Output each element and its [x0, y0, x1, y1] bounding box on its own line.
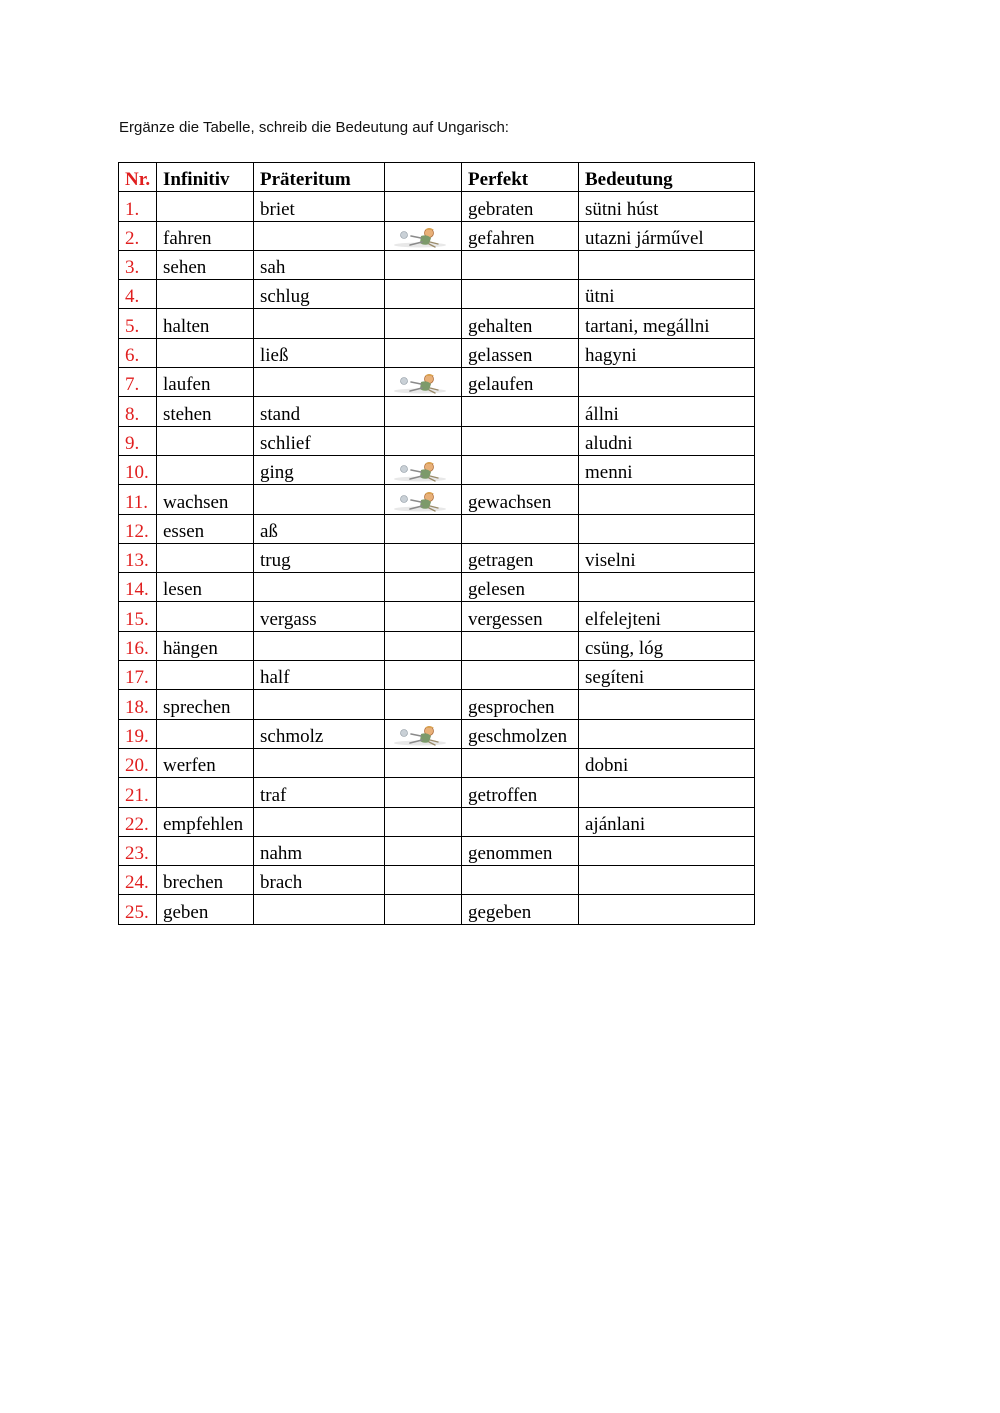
- cell-praeteritum: trug: [254, 543, 385, 572]
- cell-image: [385, 280, 462, 309]
- row-number: 19.: [119, 719, 157, 748]
- cell-image: [385, 514, 462, 543]
- cell-perfekt: vergessen: [462, 602, 579, 631]
- cell-perfekt: gesprochen: [462, 690, 579, 719]
- header-bedeutung: Bedeutung: [579, 163, 755, 192]
- header-nr: Nr.: [119, 163, 157, 192]
- cell-image: [385, 397, 462, 426]
- instruction-text: Ergänze die Tabelle, schreib die Bedeutung auf Ungarisch:: [119, 119, 509, 136]
- cell-praeteritum: stand: [254, 397, 385, 426]
- cell-perfekt: getroffen: [462, 778, 579, 807]
- cell-infinitiv: [157, 778, 254, 807]
- cell-praeteritum: [254, 573, 385, 602]
- row-number: 11.: [119, 485, 157, 514]
- cell-image: [385, 192, 462, 221]
- cell-infinitiv: stehen: [157, 397, 254, 426]
- row-number: 22.: [119, 807, 157, 836]
- cell-infinitiv: [157, 543, 254, 572]
- table-row: [119, 221, 755, 250]
- cartoon-figure-icon: [391, 372, 449, 394]
- cell-bedeutung: [579, 778, 755, 807]
- cell-image: [385, 543, 462, 572]
- table-row: [119, 368, 755, 397]
- cell-image: [385, 748, 462, 777]
- cell-image: [385, 895, 462, 924]
- cell-praeteritum: [254, 309, 385, 338]
- header-praeteritum: Präteritum: [254, 163, 385, 192]
- cell-perfekt: [462, 807, 579, 836]
- cell-image: [385, 836, 462, 865]
- cell-perfekt: [462, 631, 579, 660]
- cell-perfekt: [462, 866, 579, 895]
- row-number: 12.: [119, 514, 157, 543]
- cell-perfekt: [462, 455, 579, 484]
- cell-infinitiv: [157, 455, 254, 484]
- cell-praeteritum: [254, 368, 385, 397]
- row-number: 20.: [119, 748, 157, 777]
- table-row: [119, 397, 755, 426]
- cell-praeteritum: ließ: [254, 338, 385, 367]
- cell-bedeutung: [579, 895, 755, 924]
- table-row: [119, 631, 755, 660]
- cell-infinitiv: [157, 192, 254, 221]
- cell-image: [385, 426, 462, 455]
- table-row: [119, 602, 755, 631]
- cell-bedeutung: sütni húst: [579, 192, 755, 221]
- row-number: 9.: [119, 426, 157, 455]
- cell-bedeutung: [579, 719, 755, 748]
- cell-image: [385, 719, 462, 748]
- cell-infinitiv: fahren: [157, 221, 254, 250]
- row-number: 14.: [119, 573, 157, 602]
- cartoon-figure-icon: [391, 724, 449, 746]
- cell-praeteritum: traf: [254, 778, 385, 807]
- cell-infinitiv: lesen: [157, 573, 254, 602]
- cell-praeteritum: [254, 748, 385, 777]
- cell-infinitiv: [157, 719, 254, 748]
- cell-image: [385, 778, 462, 807]
- row-number: 24.: [119, 866, 157, 895]
- cell-perfekt: [462, 426, 579, 455]
- table-row: [119, 514, 755, 543]
- cell-image: [385, 485, 462, 514]
- cell-praeteritum: [254, 807, 385, 836]
- cell-perfekt: getragen: [462, 543, 579, 572]
- cell-infinitiv: [157, 426, 254, 455]
- table-row: [119, 250, 755, 279]
- row-number: 15.: [119, 602, 157, 631]
- row-number: 25.: [119, 895, 157, 924]
- cell-perfekt: [462, 661, 579, 690]
- cell-bedeutung: viselni: [579, 543, 755, 572]
- row-number: 10.: [119, 455, 157, 484]
- row-number: 21.: [119, 778, 157, 807]
- cell-image: [385, 455, 462, 484]
- cell-bedeutung: [579, 514, 755, 543]
- header-perfekt: Perfekt: [462, 163, 579, 192]
- cell-bedeutung: [579, 573, 755, 602]
- cell-infinitiv: [157, 602, 254, 631]
- row-number: 7.: [119, 368, 157, 397]
- cell-praeteritum: schlief: [254, 426, 385, 455]
- cell-bedeutung: dobni: [579, 748, 755, 777]
- cell-perfekt: gelesen: [462, 573, 579, 602]
- table-row: [119, 455, 755, 484]
- cell-praeteritum: [254, 690, 385, 719]
- cell-image: [385, 368, 462, 397]
- cell-infinitiv: brechen: [157, 866, 254, 895]
- cell-bedeutung: utazni járművel: [579, 221, 755, 250]
- cell-perfekt: gefahren: [462, 221, 579, 250]
- cell-image: [385, 661, 462, 690]
- cell-praeteritum: [254, 895, 385, 924]
- cell-infinitiv: [157, 338, 254, 367]
- cell-perfekt: [462, 280, 579, 309]
- row-number: 8.: [119, 397, 157, 426]
- cell-bedeutung: tartani, megállni: [579, 309, 755, 338]
- table-row: [119, 543, 755, 572]
- cell-praeteritum: half: [254, 661, 385, 690]
- cell-image: [385, 309, 462, 338]
- cell-infinitiv: [157, 661, 254, 690]
- cell-praeteritum: sah: [254, 250, 385, 279]
- cell-bedeutung: aludni: [579, 426, 755, 455]
- table-row: [119, 338, 755, 367]
- cartoon-figure-icon: [391, 460, 449, 482]
- row-number: 3.: [119, 250, 157, 279]
- cell-praeteritum: ging: [254, 455, 385, 484]
- cell-perfekt: gehalten: [462, 309, 579, 338]
- cell-perfekt: [462, 250, 579, 279]
- cell-infinitiv: halten: [157, 309, 254, 338]
- cell-bedeutung: [579, 866, 755, 895]
- cell-bedeutung: ajánlani: [579, 807, 755, 836]
- cell-praeteritum: briet: [254, 192, 385, 221]
- cell-infinitiv: werfen: [157, 748, 254, 777]
- row-number: 18.: [119, 690, 157, 719]
- cell-image: [385, 866, 462, 895]
- table-row: [119, 280, 755, 309]
- cell-infinitiv: sehen: [157, 250, 254, 279]
- table-row: [119, 807, 755, 836]
- cell-bedeutung: [579, 836, 755, 865]
- cell-infinitiv: [157, 836, 254, 865]
- table-row: [119, 661, 755, 690]
- table-row: [119, 485, 755, 514]
- cell-perfekt: gewachsen: [462, 485, 579, 514]
- table-row: [119, 192, 755, 221]
- cell-bedeutung: [579, 485, 755, 514]
- cell-infinitiv: empfehlen: [157, 807, 254, 836]
- cell-image: [385, 338, 462, 367]
- row-number: 23.: [119, 836, 157, 865]
- cell-infinitiv: essen: [157, 514, 254, 543]
- cell-praeteritum: brach: [254, 866, 385, 895]
- table-row: [119, 309, 755, 338]
- row-number: 6.: [119, 338, 157, 367]
- cell-praeteritum: schmolz: [254, 719, 385, 748]
- cell-perfekt: [462, 397, 579, 426]
- row-number: 1.: [119, 192, 157, 221]
- cartoon-figure-icon: [391, 490, 449, 512]
- table-row: [119, 690, 755, 719]
- cell-image: [385, 573, 462, 602]
- cell-infinitiv: geben: [157, 895, 254, 924]
- cell-infinitiv: hängen: [157, 631, 254, 660]
- cell-image: [385, 250, 462, 279]
- cell-perfekt: gelaufen: [462, 368, 579, 397]
- cell-praeteritum: [254, 631, 385, 660]
- cell-praeteritum: nahm: [254, 836, 385, 865]
- cell-bedeutung: hagyni: [579, 338, 755, 367]
- table-header-row: [119, 163, 755, 192]
- cell-infinitiv: wachsen: [157, 485, 254, 514]
- cell-bedeutung: [579, 368, 755, 397]
- cell-perfekt: gebraten: [462, 192, 579, 221]
- cell-praeteritum: [254, 485, 385, 514]
- cell-image: [385, 221, 462, 250]
- verb-table: [118, 162, 755, 925]
- cell-praeteritum: vergass: [254, 602, 385, 631]
- cell-perfekt: genommen: [462, 836, 579, 865]
- cell-perfekt: gelassen: [462, 338, 579, 367]
- table-row: [119, 426, 755, 455]
- table-row: [119, 778, 755, 807]
- cell-bedeutung: segíteni: [579, 661, 755, 690]
- header-blank: [385, 163, 462, 192]
- cell-perfekt: [462, 514, 579, 543]
- table-row: [119, 836, 755, 865]
- header-infinitiv: Infinitiv: [157, 163, 254, 192]
- cell-image: [385, 690, 462, 719]
- row-number: 4.: [119, 280, 157, 309]
- cell-image: [385, 631, 462, 660]
- cell-infinitiv: laufen: [157, 368, 254, 397]
- cell-perfekt: geschmolzen: [462, 719, 579, 748]
- row-number: 13.: [119, 543, 157, 572]
- cell-image: [385, 807, 462, 836]
- row-number: 2.: [119, 221, 157, 250]
- cell-perfekt: gegeben: [462, 895, 579, 924]
- cell-bedeutung: állni: [579, 397, 755, 426]
- cell-infinitiv: sprechen: [157, 690, 254, 719]
- cell-bedeutung: [579, 690, 755, 719]
- row-number: 5.: [119, 309, 157, 338]
- cell-praeteritum: schlug: [254, 280, 385, 309]
- cell-bedeutung: elfelejteni: [579, 602, 755, 631]
- cell-praeteritum: [254, 221, 385, 250]
- cell-bedeutung: csüng, lóg: [579, 631, 755, 660]
- table-row: [119, 719, 755, 748]
- table-row: [119, 866, 755, 895]
- cell-infinitiv: [157, 280, 254, 309]
- cell-perfekt: [462, 748, 579, 777]
- table-row: [119, 573, 755, 602]
- cell-bedeutung: menni: [579, 455, 755, 484]
- cell-bedeutung: [579, 250, 755, 279]
- cell-praeteritum: aß: [254, 514, 385, 543]
- table-body: [119, 192, 755, 924]
- cell-image: [385, 602, 462, 631]
- row-number: 16.: [119, 631, 157, 660]
- table-row: [119, 895, 755, 924]
- row-number: 17.: [119, 661, 157, 690]
- table-row: [119, 748, 755, 777]
- cartoon-figure-icon: [391, 226, 449, 248]
- cell-bedeutung: ütni: [579, 280, 755, 309]
